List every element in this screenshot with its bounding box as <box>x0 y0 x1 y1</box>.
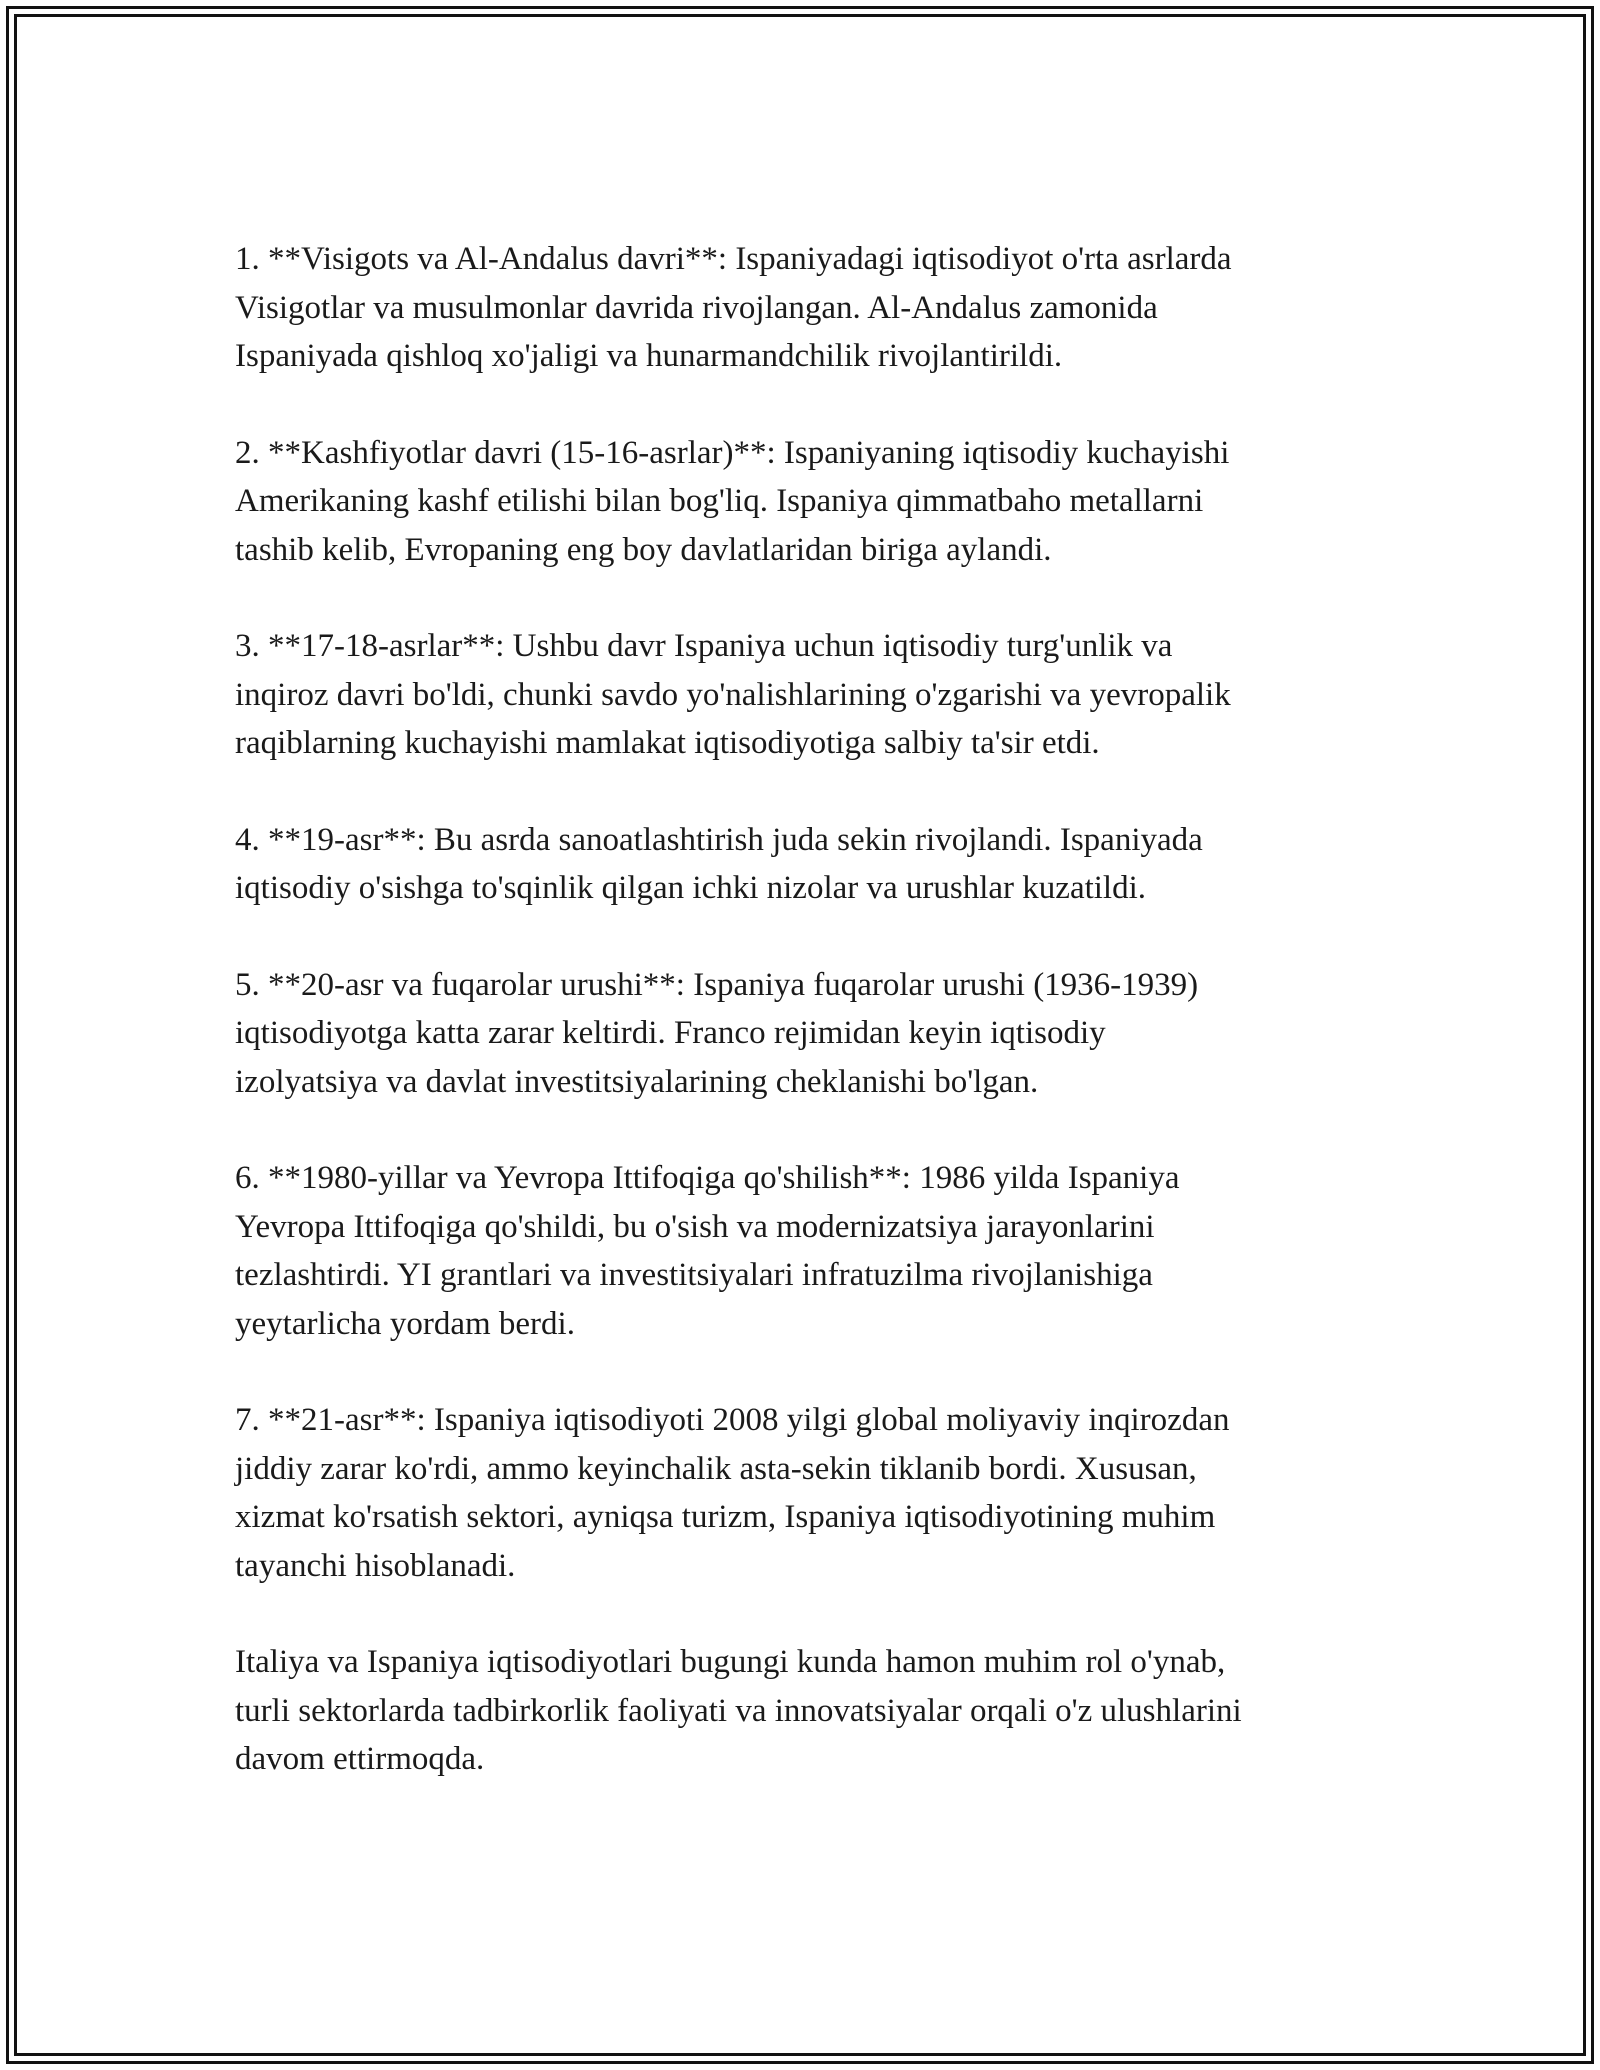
text-line: Amerikaning kashf etilishi bilan bog'liq. Ispaniya qimmatbaho metallarni <box>235 483 1204 519</box>
text-line: inqiroz davri bo'ldi, chunki savdo yo'nalishlarining o'zgarishi va yevropalik <box>235 676 1231 713</box>
text-line: 6. **1980-yillar va Yevropa Ittifoqiga qo'shilish**: 1986 yilda Ispaniya <box>235 1160 1180 1196</box>
paragraph-visigots <box>235 235 1375 381</box>
text-line: iqtisodiyotga katta zarar keltirdi. Franco rejimidan keyin iqtisodiy <box>235 1015 1106 1051</box>
text-line: raqiblarning kuchayishi mamlakat iqtisodiyotiga salbiy ta'sir etdi. <box>235 725 1100 761</box>
text-line: Italiya va Ispaniya iqtisodiyotlari bugungi kunda hamon muhim rol o'ynab, <box>235 1644 1226 1680</box>
text-line: davom ettirmoqda. <box>235 1741 485 1777</box>
paragraph-1980s-eu <box>235 1154 1375 1348</box>
text-line: 3. **17-18-asrlar**: Ushbu davr Ispaniya uchun iqtisodiy turg'unlik va <box>235 628 1173 664</box>
text-line: tashib kelib, Evropaning eng boy davlatlaridan biriga aylandi. <box>235 531 1052 568</box>
text-line: tezlashtirdi. YI grantlari va investitsiyalari infratuzilma rivojlanishiga <box>235 1257 1153 1293</box>
paragraph-21-century <box>235 1396 1375 1590</box>
text-line: xizmat ko'rsatish sektori, ayniqsa turizm, Ispaniya iqtisodiyotining muhim <box>235 1499 1216 1535</box>
text-line: 5. **20-asr va fuqarolar urushi**: Ispaniya fuqarolar urushi (1936-1939) <box>235 966 1199 1003</box>
text-line: iqtisodiy o'sishga to'sqinlik qilgan ichki nizolar va urushlar kuzatildi. <box>235 870 1147 906</box>
paragraph-19-century <box>235 816 1375 913</box>
text-line: Visigotlar va musulmonlar davrida rivojlangan. Al-Andalus zamonida <box>235 289 1158 326</box>
text-line: izolyatsiya va davlat investitsiyalarining cheklanishi bo'lgan. <box>235 1063 1039 1100</box>
text-line: turli sektorlarda tadbirkorlik faoliyati va innovatsiyalar orqali o'z ulushlarini <box>235 1692 1242 1729</box>
paragraph-20-century <box>235 961 1375 1107</box>
text-line: 1. **Visigots va Al-Andalus davri**: Ispaniyadagi iqtisodiyot o'rta asrlarda <box>235 241 1232 277</box>
paragraph-conclusion <box>235 1638 1375 1784</box>
document-body <box>235 235 1375 1832</box>
text-line: 2. **Kashfiyotlar davri (15-16-asrlar)**: Ispaniyaning iqtisodiy kuchayishi <box>235 434 1230 471</box>
paragraph-discoveries <box>235 429 1375 575</box>
text-line: Ispaniyada qishloq xo'jaligi va hunarmandchilik rivojlantirildi. <box>235 338 1063 374</box>
text-line: yeytarlicha yordam berdi. <box>235 1305 575 1342</box>
text-line: tayanchi hisoblanadi. <box>235 1547 516 1584</box>
text-line: 7. **21-asr**: Ispaniya iqtisodiyoti 2008 yilgi global moliyaviy inqirozdan <box>235 1402 1230 1438</box>
text-line: 4. **19-asr**: Bu asrda sanoatlashtirish juda sekin rivojlandi. Ispaniyada <box>235 821 1203 858</box>
text-line: jiddiy zarar ko'rdi, ammo keyinchalik asta-sekin tiklanib bordi. Xususan, <box>235 1450 1197 1487</box>
paragraph-17-18-centuries <box>235 622 1375 768</box>
text-line: Yevropa Ittifoqiga qo'shildi, bu o'sish va modernizatsiya jarayonlarini <box>235 1208 1155 1245</box>
